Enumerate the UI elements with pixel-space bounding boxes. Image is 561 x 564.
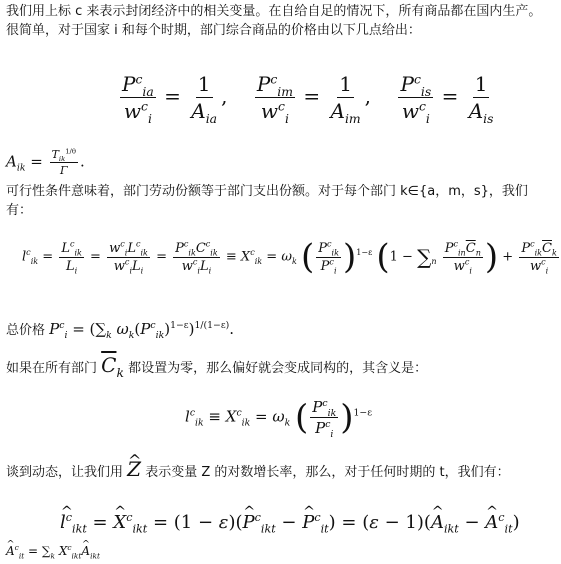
sector-price-equation: $\frac{P^c_{ia}}{w^c_i}$ = $\frac{1}{A_{ia}}$ , $\frac{P^c_{im}}{w^c_i}$ = $\frac{1}{A_{im}}$ , $\frac{P^c_{is}}{w^c_i}$ = $\frac{1}{A_{is}}$ — [122, 71, 494, 126]
aggregate-price-formula: $P^c_i = (\sum_k$ $\omega_k(P^c_{ik})^{1-\varepsilon})^{1/(1-\varepsilon)}$. — [49, 320, 235, 341]
productivity-definition: $A_{ik}$ = $\frac{T_{ik}^{1/\theta}}{\Gamma}$ . — [6, 147, 85, 177]
labor-share-equation: $l^c_{ik}$ = $\frac{L^c_{ik}}{L_i}$ = $\frac{w^c_iL^c_{ik}}{w^c_iL_i}$ = $\frac{P^c_{ik}C^c_{ik}}{w^c_iL_i}$ ≡ $X^c_{ik} = \omega_k$ ( $\frac{P^c_{ik}}{P^c_i}$ )$^{1-\varepsilon}$ ($1 - \sum_n$ $\frac{P^c_{in}\overline{C}_n}{w^c_i}$ ) + $\frac{P^c_{ik}\overline{C}_k}{w^c_i}$ — [22, 237, 557, 277]
cbar-k-symbol: $\overline{C}_k$ — [101, 353, 124, 380]
homothetic-paragraph: 如果在所有部门 $\overline{C}_k$ 都设置为零，那么偏好就会变成同构的，其含义是： — [6, 353, 428, 380]
aggregate-productivity-growth: ^ $A^c_{it} = \sum_k$ $X^c_{ikt}\^{}$ $A_{ikt}$ — [6, 544, 100, 558]
aggregate-price-label: 总价格 — [6, 323, 46, 338]
feasibility-paragraph: 可行性条件意味着，部门劳动份额等于部门支出份额。对于每个部门 k∈{a，m，s}，我们有： — [6, 184, 528, 218]
growth-rate-equation: ^ $l^c_{ikt}$ = ^ $X^c_{ikt} = (1$ − ε)(^ $P^c_{ikt}$ − ^ $P^c_{it}) = (\varepsilon$ − 1)(^ $A_{ikt}$ − ^ $A^c_{it}$) — [60, 512, 520, 533]
intro-paragraph: 我们用上标 c 来表示封闭经济中的相关变量。在自给自足的情况下，所有商品都在国内生产。很简单，对于国家 i 和每个时期，部门综合商品的价格由以下几点给出： — [6, 4, 542, 38]
homothetic-equation: $l^c_{ik} \equiv X^c_{ik} = \omega_k$ ( $\frac{P^c_{ik}}{P^c_i}$ )$^{1-\varepsilon}$ — [185, 397, 373, 440]
zhat-symbol: ^ Z — [127, 460, 141, 479]
aggregate-price-line — [6, 320, 544, 340]
dynamics-paragraph: 谈到动态，让我们用 ^ Z 表示变量 Z 的对数增长率，那么，对于任何时期的 t，我们有： — [6, 460, 544, 482]
